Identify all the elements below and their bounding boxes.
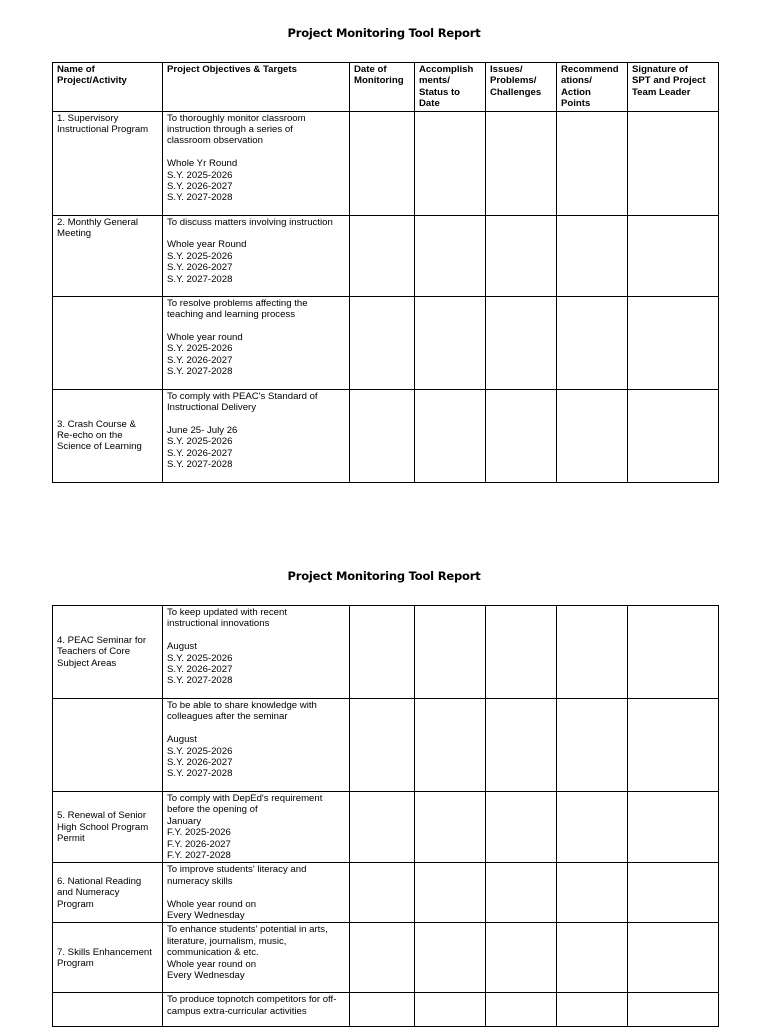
recommendation-cell[interactable] bbox=[557, 296, 628, 389]
project-name-cell bbox=[53, 699, 163, 792]
objectives-cell: To produce topnotch competitors for off- campus extra-curricular activities bbox=[163, 993, 350, 1027]
header-signature: Signature of SPT and Project Team Leader bbox=[628, 63, 719, 112]
header-issues: Issues/ Problems/ Challenges bbox=[486, 63, 557, 112]
date-cell[interactable] bbox=[350, 606, 415, 699]
signature-cell[interactable] bbox=[628, 699, 719, 792]
accomplishment-cell[interactable] bbox=[415, 699, 486, 792]
signature-cell[interactable] bbox=[628, 606, 719, 699]
objectives-cell: To thoroughly monitor classroom instruction through a series of classroom observation Whole Yr Round S.Y. 2025-2026 S.Y. 2026-2027 S.Y. 2027-2028 bbox=[163, 111, 350, 215]
project-name-cell: 1. Supervisory Instructional Program bbox=[53, 111, 163, 215]
monitoring-table bbox=[52, 62, 719, 483]
table-row bbox=[53, 296, 719, 389]
accomplishment-cell[interactable] bbox=[415, 923, 486, 993]
objectives-cell: To keep updated with recent instructional innovations August S.Y. 2025-2026 S.Y. 2026-2027 S.Y. 2027-2028 bbox=[163, 606, 350, 699]
accomplishment-cell[interactable] bbox=[415, 111, 486, 215]
date-cell[interactable] bbox=[350, 993, 415, 1027]
objectives-cell: To be able to share knowledge with colleagues after the seminar August S.Y. 2025-2026 S.Y. 2026-2027 S.Y. 2027-2028 bbox=[163, 699, 350, 792]
accomplishment-cell[interactable] bbox=[415, 792, 486, 863]
date-cell[interactable] bbox=[350, 389, 415, 482]
recommendation-cell[interactable] bbox=[557, 923, 628, 993]
project-name-cell bbox=[53, 993, 163, 1027]
table-row bbox=[53, 606, 719, 699]
signature-cell[interactable] bbox=[628, 923, 719, 993]
objectives-cell: To improve students' literacy and numeracy skills Whole year round on Every Wednesday bbox=[163, 863, 350, 923]
issues-cell[interactable] bbox=[486, 993, 557, 1027]
date-cell[interactable] bbox=[350, 923, 415, 993]
objectives-cell: To enhance students' potential in arts, literature, journalism, music, communication & etc. Whole year round on Every Wednesday bbox=[163, 923, 350, 993]
header-row bbox=[53, 63, 719, 112]
accomplishment-cell[interactable] bbox=[415, 863, 486, 923]
signature-cell[interactable] bbox=[628, 215, 719, 296]
issues-cell[interactable] bbox=[486, 111, 557, 215]
recommendation-cell[interactable] bbox=[557, 863, 628, 923]
accomplishment-cell[interactable] bbox=[415, 389, 486, 482]
recommendation-cell[interactable] bbox=[557, 792, 628, 863]
issues-cell[interactable] bbox=[486, 296, 557, 389]
table-row bbox=[53, 863, 719, 923]
issues-cell[interactable] bbox=[486, 699, 557, 792]
issues-cell[interactable] bbox=[486, 923, 557, 993]
signature-cell[interactable] bbox=[628, 792, 719, 863]
date-cell[interactable] bbox=[350, 863, 415, 923]
issues-cell[interactable] bbox=[486, 863, 557, 923]
recommendation-cell[interactable] bbox=[557, 215, 628, 296]
issues-cell[interactable] bbox=[486, 792, 557, 863]
header-accomplishments: Accomplish ments/ Status to Date bbox=[415, 63, 486, 112]
date-cell[interactable] bbox=[350, 699, 415, 792]
recommendation-cell[interactable] bbox=[557, 111, 628, 215]
objectives-cell: To resolve problems affecting the teaching and learning process Whole year round S.Y. 2025-2026 S.Y. 2026-2027 S.Y. 2027-2028 bbox=[163, 296, 350, 389]
accomplishment-cell[interactable] bbox=[415, 296, 486, 389]
signature-cell[interactable] bbox=[628, 993, 719, 1027]
date-cell[interactable] bbox=[350, 296, 415, 389]
recommendation-cell[interactable] bbox=[557, 389, 628, 482]
issues-cell[interactable] bbox=[486, 215, 557, 296]
project-name-cell: 3. Crash Course & Re-echo on the Science of Learning bbox=[53, 389, 163, 482]
project-name-cell: 4. PEAC Seminar for Teachers of Core Subject Areas bbox=[53, 606, 163, 699]
project-name-cell: 7. Skills Enhancement Program bbox=[53, 923, 163, 993]
monitoring-table bbox=[52, 605, 719, 1027]
objectives-cell: To discuss matters involving instruction Whole year Round S.Y. 2025-2026 S.Y. 2026-2027 S.Y. 2027-2028 bbox=[163, 215, 350, 296]
table-row bbox=[53, 215, 719, 296]
table-row bbox=[53, 993, 719, 1027]
accomplishment-cell[interactable] bbox=[415, 215, 486, 296]
issues-cell[interactable] bbox=[486, 606, 557, 699]
header-recommendations: Recommend ations/ Action Points bbox=[557, 63, 628, 112]
issues-cell[interactable] bbox=[486, 389, 557, 482]
page-title: Project Monitoring Tool Report bbox=[287, 569, 481, 583]
recommendation-cell[interactable] bbox=[557, 699, 628, 792]
project-name-cell: 5. Renewal of Senior High School Program Permit bbox=[53, 792, 163, 863]
recommendation-cell[interactable] bbox=[557, 993, 628, 1027]
table-row bbox=[53, 389, 719, 482]
objectives-cell: To comply with PEAC's Standard of Instructional Delivery June 25- July 26 S.Y. 2025-2026 S.Y. 2026-2027 S.Y. 2027-2028 bbox=[163, 389, 350, 482]
accomplishment-cell[interactable] bbox=[415, 993, 486, 1027]
header-project-name: Name of Project/Activity bbox=[53, 63, 163, 112]
accomplishment-cell[interactable] bbox=[415, 606, 486, 699]
project-name-cell: 2. Monthly General Meeting bbox=[53, 215, 163, 296]
page-title: Project Monitoring Tool Report bbox=[287, 26, 481, 40]
table-row bbox=[53, 923, 719, 993]
recommendation-cell[interactable] bbox=[557, 606, 628, 699]
table-row bbox=[53, 699, 719, 792]
header-objectives: Project Objectives & Targets bbox=[163, 63, 350, 112]
header-date-of-monitoring: Date of Monitoring bbox=[350, 63, 415, 112]
project-name-cell: 6. National Reading and Numeracy Program bbox=[53, 863, 163, 923]
date-cell[interactable] bbox=[350, 215, 415, 296]
date-cell[interactable] bbox=[350, 792, 415, 863]
signature-cell[interactable] bbox=[628, 296, 719, 389]
date-cell[interactable] bbox=[350, 111, 415, 215]
signature-cell[interactable] bbox=[628, 863, 719, 923]
objectives-cell: To comply with DepEd's requirement before the opening of January F.Y. 2025-2026 F.Y. 2026-2027 F.Y. 2027-2028 bbox=[163, 792, 350, 863]
project-name-cell bbox=[53, 296, 163, 389]
table-row bbox=[53, 111, 719, 215]
table-row bbox=[53, 792, 719, 863]
signature-cell[interactable] bbox=[628, 389, 719, 482]
signature-cell[interactable] bbox=[628, 111, 719, 215]
